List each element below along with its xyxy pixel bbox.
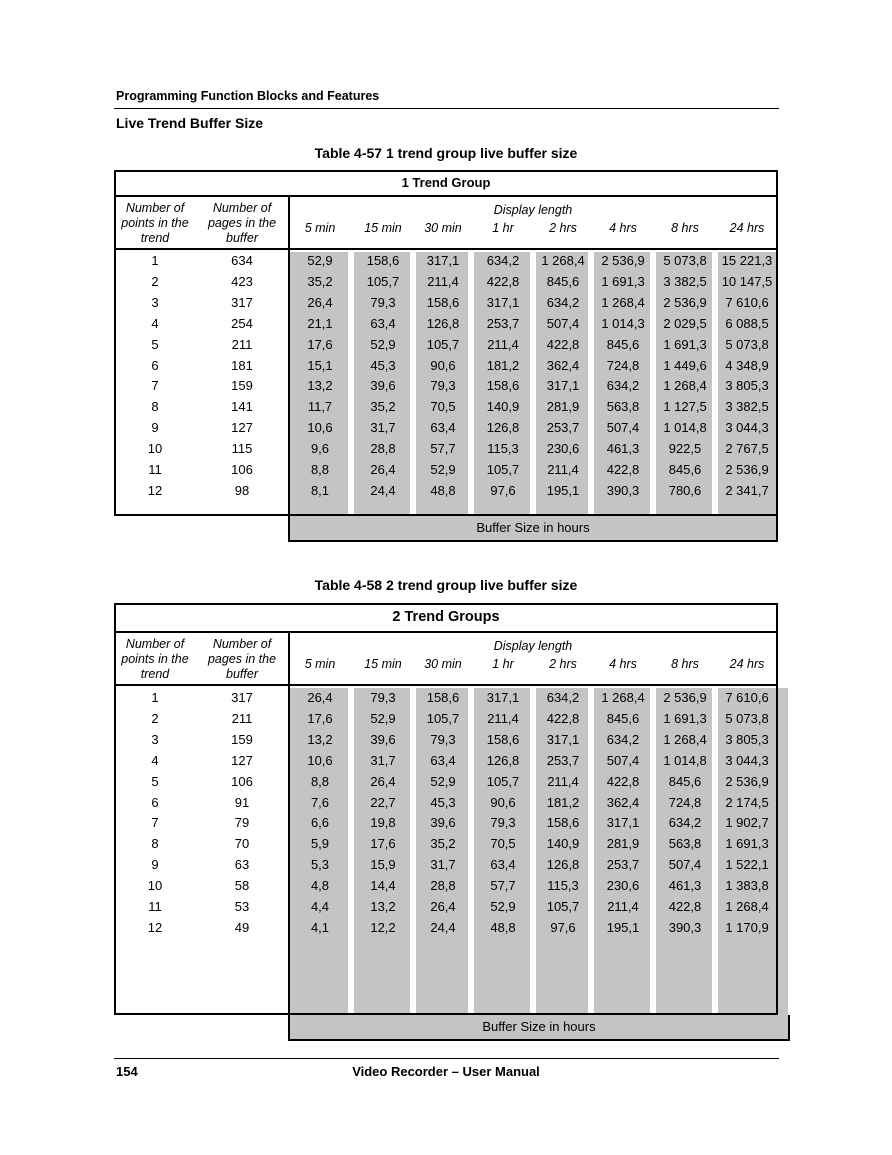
pages-cell: 634 [231, 253, 253, 268]
pages-cell: 211 [231, 336, 253, 352]
buffer-hours-cell: 507,4 [606, 752, 640, 768]
buffer-hours-cell: 17,6 [370, 836, 396, 852]
buffer-hours-cell: 281,9 [606, 836, 640, 852]
buffer-hours-cell: 317,1 [546, 378, 580, 394]
buffer-hours-cell: 2 536,9 [601, 253, 645, 268]
points-cell: 8 [151, 399, 159, 415]
buffer-hours-cell: 211,4 [487, 710, 519, 726]
duration-header: 4 hrs [609, 657, 637, 671]
buffer-hours-cell: 126,8 [486, 752, 520, 768]
buffer-hours-cell: 45,3 [370, 357, 396, 373]
points-cell: 10 [147, 441, 163, 457]
table-row [114, 292, 778, 313]
points-cell: 11 [148, 899, 162, 914]
points-cell: 5 [151, 336, 159, 352]
buffer-hours-cell: 6,6 [310, 815, 330, 831]
buffer-hours-cell: 507,4 [546, 315, 580, 331]
buffer-hours-cell: 52,9 [430, 462, 456, 477]
buffer-hours-cell: 79,3 [430, 731, 456, 747]
buffer-hours-cell: 422,8 [606, 462, 640, 477]
points-cell: 4 [151, 752, 159, 768]
points-cell: 1 [151, 690, 159, 705]
buffer-hours-cell: 5,3 [310, 857, 330, 873]
points-cell: 4 [151, 315, 159, 331]
buffer-hours-cell: 21,1 [307, 315, 333, 331]
pages-cell: 53 [234, 899, 250, 914]
buffer-hours-cell: 10,6 [307, 420, 333, 436]
buffer-hours-cell: 8,1 [310, 482, 330, 498]
table-row [114, 729, 778, 750]
pages-cell: 181 [231, 357, 253, 373]
buffer-hours-cell: 317,1 [486, 690, 520, 705]
duration-header: 1 hr [492, 657, 514, 671]
buffer-hours-cell: 2 341,7 [725, 482, 769, 498]
buffer-hours-cell: 195,1 [606, 919, 640, 935]
buffer-hours-cell: 1 902,7 [725, 815, 769, 831]
buffer-hours-cell: 1 522,1 [725, 857, 769, 873]
points-cell: 2 [151, 710, 159, 726]
buffer-hours-cell: 211,4 [487, 336, 519, 352]
buffer-hours-cell: 4,8 [310, 878, 330, 894]
table-row [114, 687, 778, 708]
points-cell: 6 [151, 794, 159, 810]
buffer-hours-cell: 14,4 [370, 878, 396, 894]
buffer-hours-cell: 845,6 [606, 710, 640, 726]
buffer-hours-cell: 1 014,3 [601, 315, 645, 331]
buffer-hours-cell: 63,4 [370, 315, 396, 331]
duration-header: 8 hrs [671, 221, 699, 235]
pages-header: Number of pages in the buffer [207, 637, 277, 681]
buffer-hours-cell: 70,5 [430, 399, 456, 415]
buffer-hours-cell: 1 268,4 [663, 378, 707, 394]
buffer-hours-cell: 45,3 [430, 794, 456, 810]
points-cell: 2 [151, 273, 159, 289]
table-row [114, 417, 778, 438]
buffer-hours-cell: 15,1 [307, 357, 333, 373]
pages-cell: 159 [231, 378, 253, 394]
duration-header: 15 min [364, 221, 402, 235]
buffer-hours-cell: 13,2 [307, 731, 333, 747]
buffer-hours-cell: 230,6 [546, 441, 580, 457]
buffer-hours-cell: 2 536,9 [663, 294, 707, 310]
table-row [114, 313, 778, 334]
buffer-hours-cell: 140,9 [546, 836, 580, 852]
table-row [114, 875, 778, 896]
duration-header: 2 hrs [549, 657, 577, 671]
buffer-hours-cell: 7 610,6 [725, 690, 769, 705]
buffer-hours-cell: 90,6 [490, 794, 516, 810]
buffer-hours-cell: 105,7 [486, 773, 520, 789]
buffer-hours-cell: 634,2 [668, 815, 702, 831]
buffer-hours-cell: 422,8 [668, 899, 702, 914]
buffer-hours-cell: 845,6 [606, 336, 640, 352]
buffer-hours-cell: 39,6 [370, 731, 396, 747]
buffer-hours-cell: 24,4 [430, 919, 456, 935]
table-row [114, 896, 778, 917]
buffer-hours-cell: 17,6 [307, 336, 333, 352]
table-row [114, 355, 778, 376]
buffer-hours-cell: 105,7 [546, 899, 580, 914]
buffer-hours-cell: 35,2 [430, 836, 456, 852]
table-row [114, 854, 778, 875]
pages-cell: 98 [234, 482, 250, 498]
buffer-hours-cell: 52,9 [430, 773, 456, 789]
pages-cell: 91 [234, 794, 250, 810]
buffer-hours-cell: 317,1 [426, 253, 460, 268]
pages-cell: 211 [231, 710, 253, 726]
buffer-hours-cell: 70,5 [490, 836, 516, 852]
duration-header: 5 min [304, 221, 336, 235]
display-length-header: Display length [493, 203, 573, 217]
buffer-hours-cell: 195,1 [546, 482, 580, 498]
buffer-hours-cell: 26,4 [430, 899, 456, 914]
buffer-hours-cell: 507,4 [606, 420, 640, 436]
buffer-hours-cell: 52,9 [370, 710, 396, 726]
buffer-hours-cell: 97,6 [490, 482, 516, 498]
buffer-hours-cell: 35,2 [370, 399, 396, 415]
buffer-hours-cell: 63,4 [430, 752, 456, 768]
footer-rule [114, 1058, 779, 1059]
points-cell: 9 [151, 857, 159, 873]
buffer-hours-cell: 2 536,9 [725, 462, 769, 477]
table-row [114, 480, 778, 501]
buffer-hours-cell: 1 014,8 [663, 752, 707, 768]
buffer-hours-cell: 634,2 [606, 731, 640, 747]
buffer-hours-cell: 422,8 [606, 773, 640, 789]
buffer-hours-cell: 140,9 [486, 399, 520, 415]
buffer-hours-cell: 1 268,4 [601, 294, 645, 310]
pages-cell: 115 [231, 441, 253, 457]
pages-cell: 317 [231, 294, 253, 310]
buffer-hours-cell: 5,9 [310, 836, 330, 852]
points-cell: 7 [151, 378, 159, 394]
buffer-hours-cell: 158,6 [426, 690, 460, 705]
pages-header: Number of pages in the buffer [207, 201, 277, 245]
pages-cell: 423 [231, 273, 253, 289]
buffer-hours-cell: 281,9 [546, 399, 580, 415]
pages-cell: 127 [231, 752, 253, 768]
buffer-size-footer: Buffer Size in hours [288, 1015, 790, 1041]
buffer-hours-cell: 2 029,5 [663, 315, 707, 331]
buffer-hours-cell: 1 691,3 [601, 273, 645, 289]
buffer-hours-cell: 1 170,9 [725, 919, 769, 935]
pages-cell: 141 [231, 399, 253, 415]
buffer-hours-cell: 422,8 [486, 273, 520, 289]
table-row [114, 438, 778, 459]
buffer-hours-cell: 563,8 [606, 399, 640, 415]
points-cell: 11 [148, 462, 162, 477]
manual-title: Video Recorder – User Manual [352, 1064, 540, 1079]
buffer-hours-cell: 105,7 [426, 710, 460, 726]
buffer-hours-cell: 724,8 [668, 794, 702, 810]
buffer-hours-cell: 4,1 [310, 919, 330, 935]
buffer-hours-cell: 35,2 [307, 273, 333, 289]
table-row [114, 375, 778, 396]
buffer-hours-cell: 634,2 [546, 294, 580, 310]
buffer-hours-cell: 17,6 [307, 710, 333, 726]
buffer-hours-cell: 79,3 [430, 378, 456, 394]
buffer-hours-cell: 362,4 [546, 357, 580, 373]
table2-caption: Table 4-58 2 trend group live buffer size [314, 577, 578, 593]
table-row [114, 833, 778, 854]
buffer-hours-cell: 26,4 [370, 773, 396, 789]
buffer-hours-cell: 6 088,5 [725, 315, 769, 331]
pages-cell: 49 [234, 919, 250, 935]
buffer-hours-cell: 362,4 [606, 794, 640, 810]
buffer-hours-cell: 158,6 [486, 378, 520, 394]
buffer-hours-cell: 3 044,3 [725, 752, 769, 768]
buffer-hours-cell: 211,4 [607, 899, 639, 914]
buffer-hours-cell: 57,7 [490, 878, 516, 894]
buffer-hours-cell: 2 174,5 [725, 794, 769, 810]
buffer-hours-cell: 15 221,3 [721, 253, 773, 268]
buffer-hours-cell: 126,8 [426, 315, 460, 331]
buffer-hours-cell: 105,7 [366, 273, 400, 289]
points-cell: 12 [147, 919, 163, 935]
buffer-hours-cell: 3 044,3 [725, 420, 769, 436]
buffer-hours-cell: 253,7 [606, 857, 640, 873]
display-length-header: Display length [493, 639, 573, 653]
buffer-hours-cell: 211,4 [427, 273, 459, 289]
buffer-hours-cell: 634,2 [606, 378, 640, 394]
buffer-hours-cell: 97,6 [550, 919, 576, 935]
buffer-hours-cell: 3 805,3 [725, 731, 769, 747]
buffer-hours-cell: 317,1 [546, 731, 580, 747]
buffer-hours-cell: 181,2 [486, 357, 520, 373]
buffer-hours-cell: 4,4 [310, 899, 330, 914]
buffer-hours-cell: 634,2 [546, 690, 580, 705]
duration-header: 24 hrs [729, 657, 765, 671]
buffer-hours-cell: 105,7 [426, 336, 460, 352]
points-cell: 10 [147, 878, 163, 894]
buffer-hours-cell: 22,7 [370, 794, 396, 810]
buffer-hours-cell: 461,3 [606, 441, 640, 457]
table-row [114, 792, 778, 813]
buffer-hours-cell: 390,3 [606, 482, 640, 498]
buffer-hours-cell: 1 127,5 [663, 399, 707, 415]
buffer-hours-cell: 230,6 [606, 878, 640, 894]
buffer-hours-cell: 39,6 [370, 378, 396, 394]
points-cell: 9 [151, 420, 159, 436]
duration-header: 30 min [424, 221, 462, 235]
pages-cell: 254 [231, 315, 253, 331]
buffer-hours-cell: 79,3 [370, 294, 396, 310]
pages-cell: 58 [234, 878, 250, 894]
buffer-hours-cell: 7 610,6 [725, 294, 769, 310]
table-row [114, 917, 778, 938]
buffer-hours-cell: 724,8 [606, 357, 640, 373]
buffer-hours-cell: 845,6 [546, 273, 580, 289]
buffer-hours-cell: 5 073,8 [725, 710, 769, 726]
buffer-hours-cell: 2 536,9 [663, 690, 707, 705]
buffer-hours-cell: 634,2 [486, 253, 520, 268]
buffer-hours-cell: 90,6 [430, 357, 456, 373]
buffer-hours-cell: 1 268,4 [725, 899, 769, 914]
table-row [114, 459, 778, 480]
buffer-hours-cell: 158,6 [426, 294, 460, 310]
buffer-hours-cell: 31,7 [430, 857, 456, 873]
points-header: Number of points in the trend [121, 637, 189, 681]
buffer-hours-cell: 1 449,6 [663, 357, 707, 373]
header-rule [114, 108, 779, 109]
table-row [114, 250, 778, 271]
pages-cell: 70 [234, 836, 250, 852]
buffer-hours-cell: 10 147,5 [721, 273, 773, 289]
pages-cell: 79 [234, 815, 250, 831]
buffer-hours-cell: 57,7 [430, 441, 456, 457]
buffer-hours-cell: 3 805,3 [725, 378, 769, 394]
points-cell: 5 [151, 773, 159, 789]
buffer-hours-cell: 13,2 [370, 899, 396, 914]
buffer-hours-cell: 52,9 [307, 253, 333, 268]
buffer-hours-cell: 211,4 [547, 773, 579, 789]
table-row [114, 396, 778, 417]
buffer-hours-cell: 5 073,8 [725, 336, 769, 352]
buffer-hours-cell: 461,3 [668, 878, 702, 894]
buffer-size-footer: Buffer Size in hours [288, 516, 778, 542]
table-title: 2 Trend Groups [114, 603, 778, 633]
buffer-hours-cell: 390,3 [668, 919, 702, 935]
points-cell: 8 [151, 836, 159, 852]
duration-header: 1 hr [492, 221, 514, 235]
buffer-hours-cell: 1 691,3 [663, 336, 707, 352]
buffer-hours-cell: 317,1 [486, 294, 520, 310]
buffer-hours-cell: 15,9 [370, 857, 396, 873]
pages-cell: 127 [231, 420, 253, 436]
buffer-hours-cell: 48,8 [430, 482, 456, 498]
buffer-hours-cell: 922,5 [668, 441, 702, 457]
buffer-hours-cell: 52,9 [370, 336, 396, 352]
buffer-hours-cell: 31,7 [370, 420, 396, 436]
buffer-hours-cell: 1 691,3 [663, 710, 707, 726]
buffer-hours-cell: 1 691,3 [725, 836, 769, 852]
buffer-hours-cell: 7,6 [310, 794, 330, 810]
buffer-hours-cell: 31,7 [370, 752, 396, 768]
table-title: 1 Trend Group [114, 170, 778, 197]
duration-header: 15 min [364, 657, 402, 671]
buffer-hours-cell: 181,2 [546, 794, 580, 810]
buffer-hours-cell: 13,2 [307, 378, 333, 394]
points-cell: 7 [151, 815, 159, 831]
buffer-hours-cell: 1 268,4 [541, 253, 585, 268]
buffer-hours-cell: 105,7 [486, 462, 520, 477]
buffer-hours-cell: 26,4 [370, 462, 396, 477]
buffer-hours-cell: 3 382,5 [725, 399, 769, 415]
buffer-hours-cell: 211,4 [547, 462, 579, 477]
buffer-hours-cell: 5 073,8 [663, 253, 707, 268]
page-number: 154 [116, 1064, 138, 1079]
table-row [114, 750, 778, 771]
buffer-hours-cell: 9,6 [310, 441, 330, 457]
buffer-hours-cell: 1 268,4 [663, 731, 707, 747]
table1-caption: Table 4-57 1 trend group live buffer size [314, 145, 578, 161]
buffer-hours-cell: 845,6 [668, 773, 702, 789]
buffer-hours-cell: 253,7 [546, 420, 580, 436]
buffer-hours-cell: 845,6 [668, 462, 702, 477]
buffer-hours-cell: 115,3 [487, 441, 519, 457]
header-rule [114, 684, 778, 686]
pages-cell: 317 [231, 690, 253, 705]
buffer-hours-cell: 11,7 [307, 399, 333, 415]
pages-cell: 106 [231, 773, 253, 789]
duration-header: 5 min [304, 657, 336, 671]
points-cell: 12 [147, 482, 163, 498]
buffer-hours-cell: 28,8 [430, 878, 456, 894]
buffer-hours-cell: 780,6 [668, 482, 702, 498]
table-row [114, 271, 778, 292]
buffer-hours-cell: 48,8 [490, 919, 516, 935]
buffer-hours-cell: 4 348,9 [725, 357, 769, 373]
buffer-hours-cell: 158,6 [546, 815, 580, 831]
buffer-hours-cell: 563,8 [668, 836, 702, 852]
duration-header: 2 hrs [549, 221, 577, 235]
buffer-hours-cell: 39,6 [430, 815, 456, 831]
buffer-hours-cell: 3 382,5 [663, 273, 707, 289]
points-cell: 3 [151, 731, 159, 747]
pages-cell: 159 [231, 731, 253, 747]
buffer-hours-cell: 422,8 [546, 336, 580, 352]
buffer-hours-cell: 422,8 [546, 710, 580, 726]
buffer-hours-cell: 2 767,5 [725, 441, 769, 457]
buffer-hours-cell: 28,8 [370, 441, 396, 457]
buffer-hours-cell: 63,4 [430, 420, 456, 436]
buffer-hours-cell: 126,8 [546, 857, 580, 873]
buffer-hours-cell: 158,6 [486, 731, 520, 747]
duration-header: 24 hrs [729, 221, 765, 235]
buffer-hours-cell: 26,4 [307, 294, 333, 310]
buffer-hours-cell: 1 383,8 [725, 878, 769, 894]
buffer-hours-cell: 115,3 [547, 878, 579, 894]
buffer-hours-cell: 26,4 [307, 690, 333, 705]
buffer-hours-cell: 253,7 [486, 315, 520, 331]
points-cell: 6 [151, 357, 159, 373]
buffer-hours-cell: 2 536,9 [725, 773, 769, 789]
section-title: Live Trend Buffer Size [116, 115, 264, 131]
table-row [114, 708, 778, 729]
buffer-hours-cell: 1 014,8 [663, 420, 707, 436]
pages-cell: 106 [231, 462, 253, 477]
duration-header: 4 hrs [609, 221, 637, 235]
table-row [114, 334, 778, 355]
buffer-hours-cell: 24,4 [370, 482, 396, 498]
buffer-hours-cell: 10,6 [307, 752, 333, 768]
buffer-hours-cell: 8,8 [310, 462, 330, 477]
buffer-hours-cell: 317,1 [606, 815, 640, 831]
points-header: Number of points in the trend [121, 201, 189, 245]
pages-cell: 63 [234, 857, 250, 873]
buffer-hours-cell: 126,8 [486, 420, 520, 436]
buffer-hours-cell: 253,7 [546, 752, 580, 768]
buffer-hours-cell: 19,8 [370, 815, 396, 831]
buffer-hours-cell: 79,3 [490, 815, 516, 831]
running-head: Programming Function Blocks and Features [116, 89, 380, 103]
duration-header: 30 min [424, 657, 462, 671]
buffer-hours-cell: 158,6 [366, 253, 400, 268]
buffer-hours-cell: 63,4 [490, 857, 516, 873]
buffer-hours-cell: 79,3 [370, 690, 396, 705]
buffer-hours-cell: 52,9 [490, 899, 516, 914]
points-cell: 1 [151, 253, 159, 268]
buffer-hours-cell: 8,8 [310, 773, 330, 789]
duration-header: 8 hrs [671, 657, 699, 671]
table-row [114, 812, 778, 833]
buffer-hours-cell: 507,4 [668, 857, 702, 873]
points-cell: 3 [151, 294, 159, 310]
table-row [114, 771, 778, 792]
buffer-hours-cell: 1 268,4 [601, 690, 645, 705]
buffer-hours-cell: 12,2 [370, 919, 396, 935]
